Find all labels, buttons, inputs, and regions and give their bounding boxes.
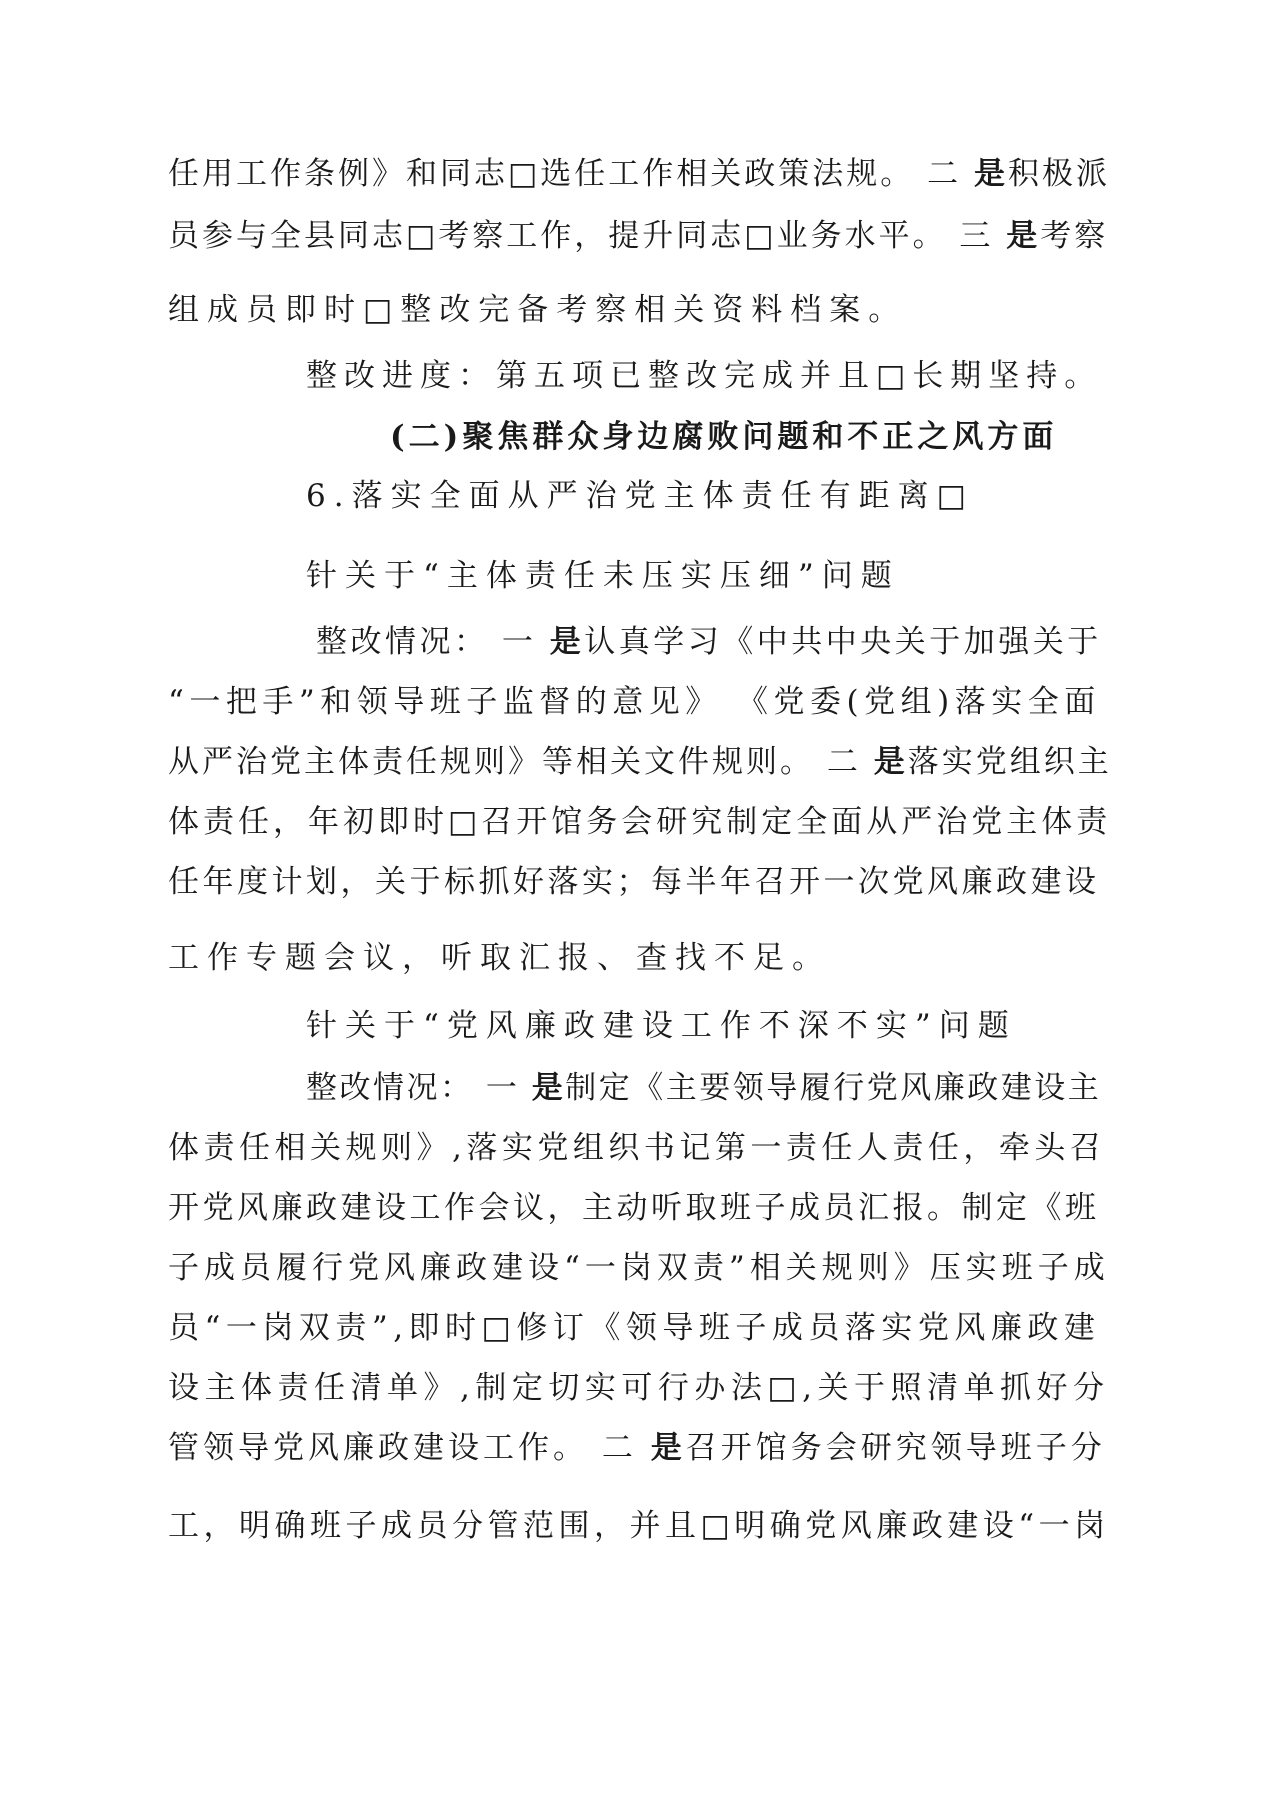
line-text: “一把手”和领导班子监督的意见》 《党委(党组)落实全面 (168, 684, 1101, 720)
line-text: 整改情况： 一 (316, 624, 550, 660)
problem-heading (306, 556, 1112, 596)
text-line (168, 1308, 1112, 1348)
section-heading (390, 417, 1110, 457)
emphasis-text: 是 (873, 744, 908, 780)
line-text: 针关于“主体责任未压实压细”问题 (306, 558, 900, 594)
line-text: 子成员履行党风廉政建设“一岗双责”相关规则》压实班子成 (168, 1250, 1110, 1286)
line-text: 组成员即时□整改完备考察相关资料档案。 (168, 292, 908, 328)
line-text: 整改进度：第五项已整改完成并且□长期坚持。 (306, 358, 1103, 394)
line-text: 任年度计划，关于标抓好落实；每半年召开一次党风廉政建设 (168, 864, 1100, 900)
line-text: 落实党组织主 (907, 744, 1112, 780)
line-text: 体责任相关规则》,落实党组织书记第一责任人责任，牵头召 (168, 1130, 1106, 1166)
emphasis-text: 是 (650, 1430, 686, 1466)
emphasis-text: (二)聚焦群众身边腐败问题和不正之风方面 (390, 419, 1058, 455)
text-line (316, 622, 1112, 662)
text-line (168, 154, 1112, 194)
line-text: 员“一岗双责”,即时□修订《领导班子成员落实党风廉政建 (168, 1310, 1101, 1346)
text-line (168, 1248, 1112, 1288)
text-line (168, 682, 1112, 722)
problem-heading (306, 1006, 1112, 1046)
line-text: 设主体责任清单》,制定切实可行办法□,关于照清单抓好分 (168, 1370, 1110, 1406)
text-line (168, 1368, 1112, 1408)
text-line (168, 1506, 1112, 1546)
text-line (168, 1428, 1112, 1468)
text-line (306, 356, 1112, 396)
line-text: 管领导党风廉政建设工作。 二 (168, 1430, 651, 1466)
line-text: 任用工作条例》和同志□选任工作相关政策法规。 二 (168, 156, 974, 192)
line-text: 工，明确班子成员分管范围，并且□明确党风廉政建设“一岗 (168, 1508, 1110, 1544)
text-line (168, 290, 1112, 330)
line-text: 工作专题会议，听取汇报、查找不足。 (168, 940, 831, 976)
item-title (306, 476, 1112, 516)
line-text: 从严治党主体责任规则》等相关文件规则。 二 (168, 744, 874, 780)
text-line (168, 1188, 1112, 1228)
text-line (168, 938, 1112, 978)
text-line (168, 1128, 1112, 1168)
line-text: 针关于“党风廉政建设工作不深不实”问题 (306, 1008, 1017, 1044)
line-text: 制定《主要领导履行党风廉政建设主 (565, 1070, 1102, 1106)
line-text: 6.落实全面从严治党主体责任有距离□ (306, 478, 974, 514)
line-text: 认真学习《中共中央关于加强关于 (584, 624, 1102, 660)
line-text: 体责任，年初即时□召开馆务会研究制定全面从严治党主体责 (168, 804, 1112, 840)
line-text: 积极派 (1008, 156, 1110, 192)
text-line (168, 742, 1112, 782)
line-text: 考察 (1040, 218, 1109, 254)
text-line (168, 862, 1112, 902)
line-text: 整改情况： 一 (306, 1070, 532, 1106)
text-line (306, 1068, 1112, 1108)
emphasis-text: 是 (1006, 218, 1041, 254)
line-text: 开党风廉政建设工作会议，主动听取班子成员汇报。制定《班 (168, 1190, 1100, 1226)
emphasis-text: 是 (549, 624, 585, 660)
line-text: 员参与全县同志□考察工作，提升同志□业务水平。 三 (168, 218, 1007, 254)
line-text: 召开馆务会研究领导班子分 (685, 1430, 1106, 1466)
emphasis-text: 是 (531, 1070, 566, 1106)
text-line (168, 802, 1112, 842)
emphasis-text: 是 (974, 156, 1008, 192)
text-line (168, 216, 1112, 256)
